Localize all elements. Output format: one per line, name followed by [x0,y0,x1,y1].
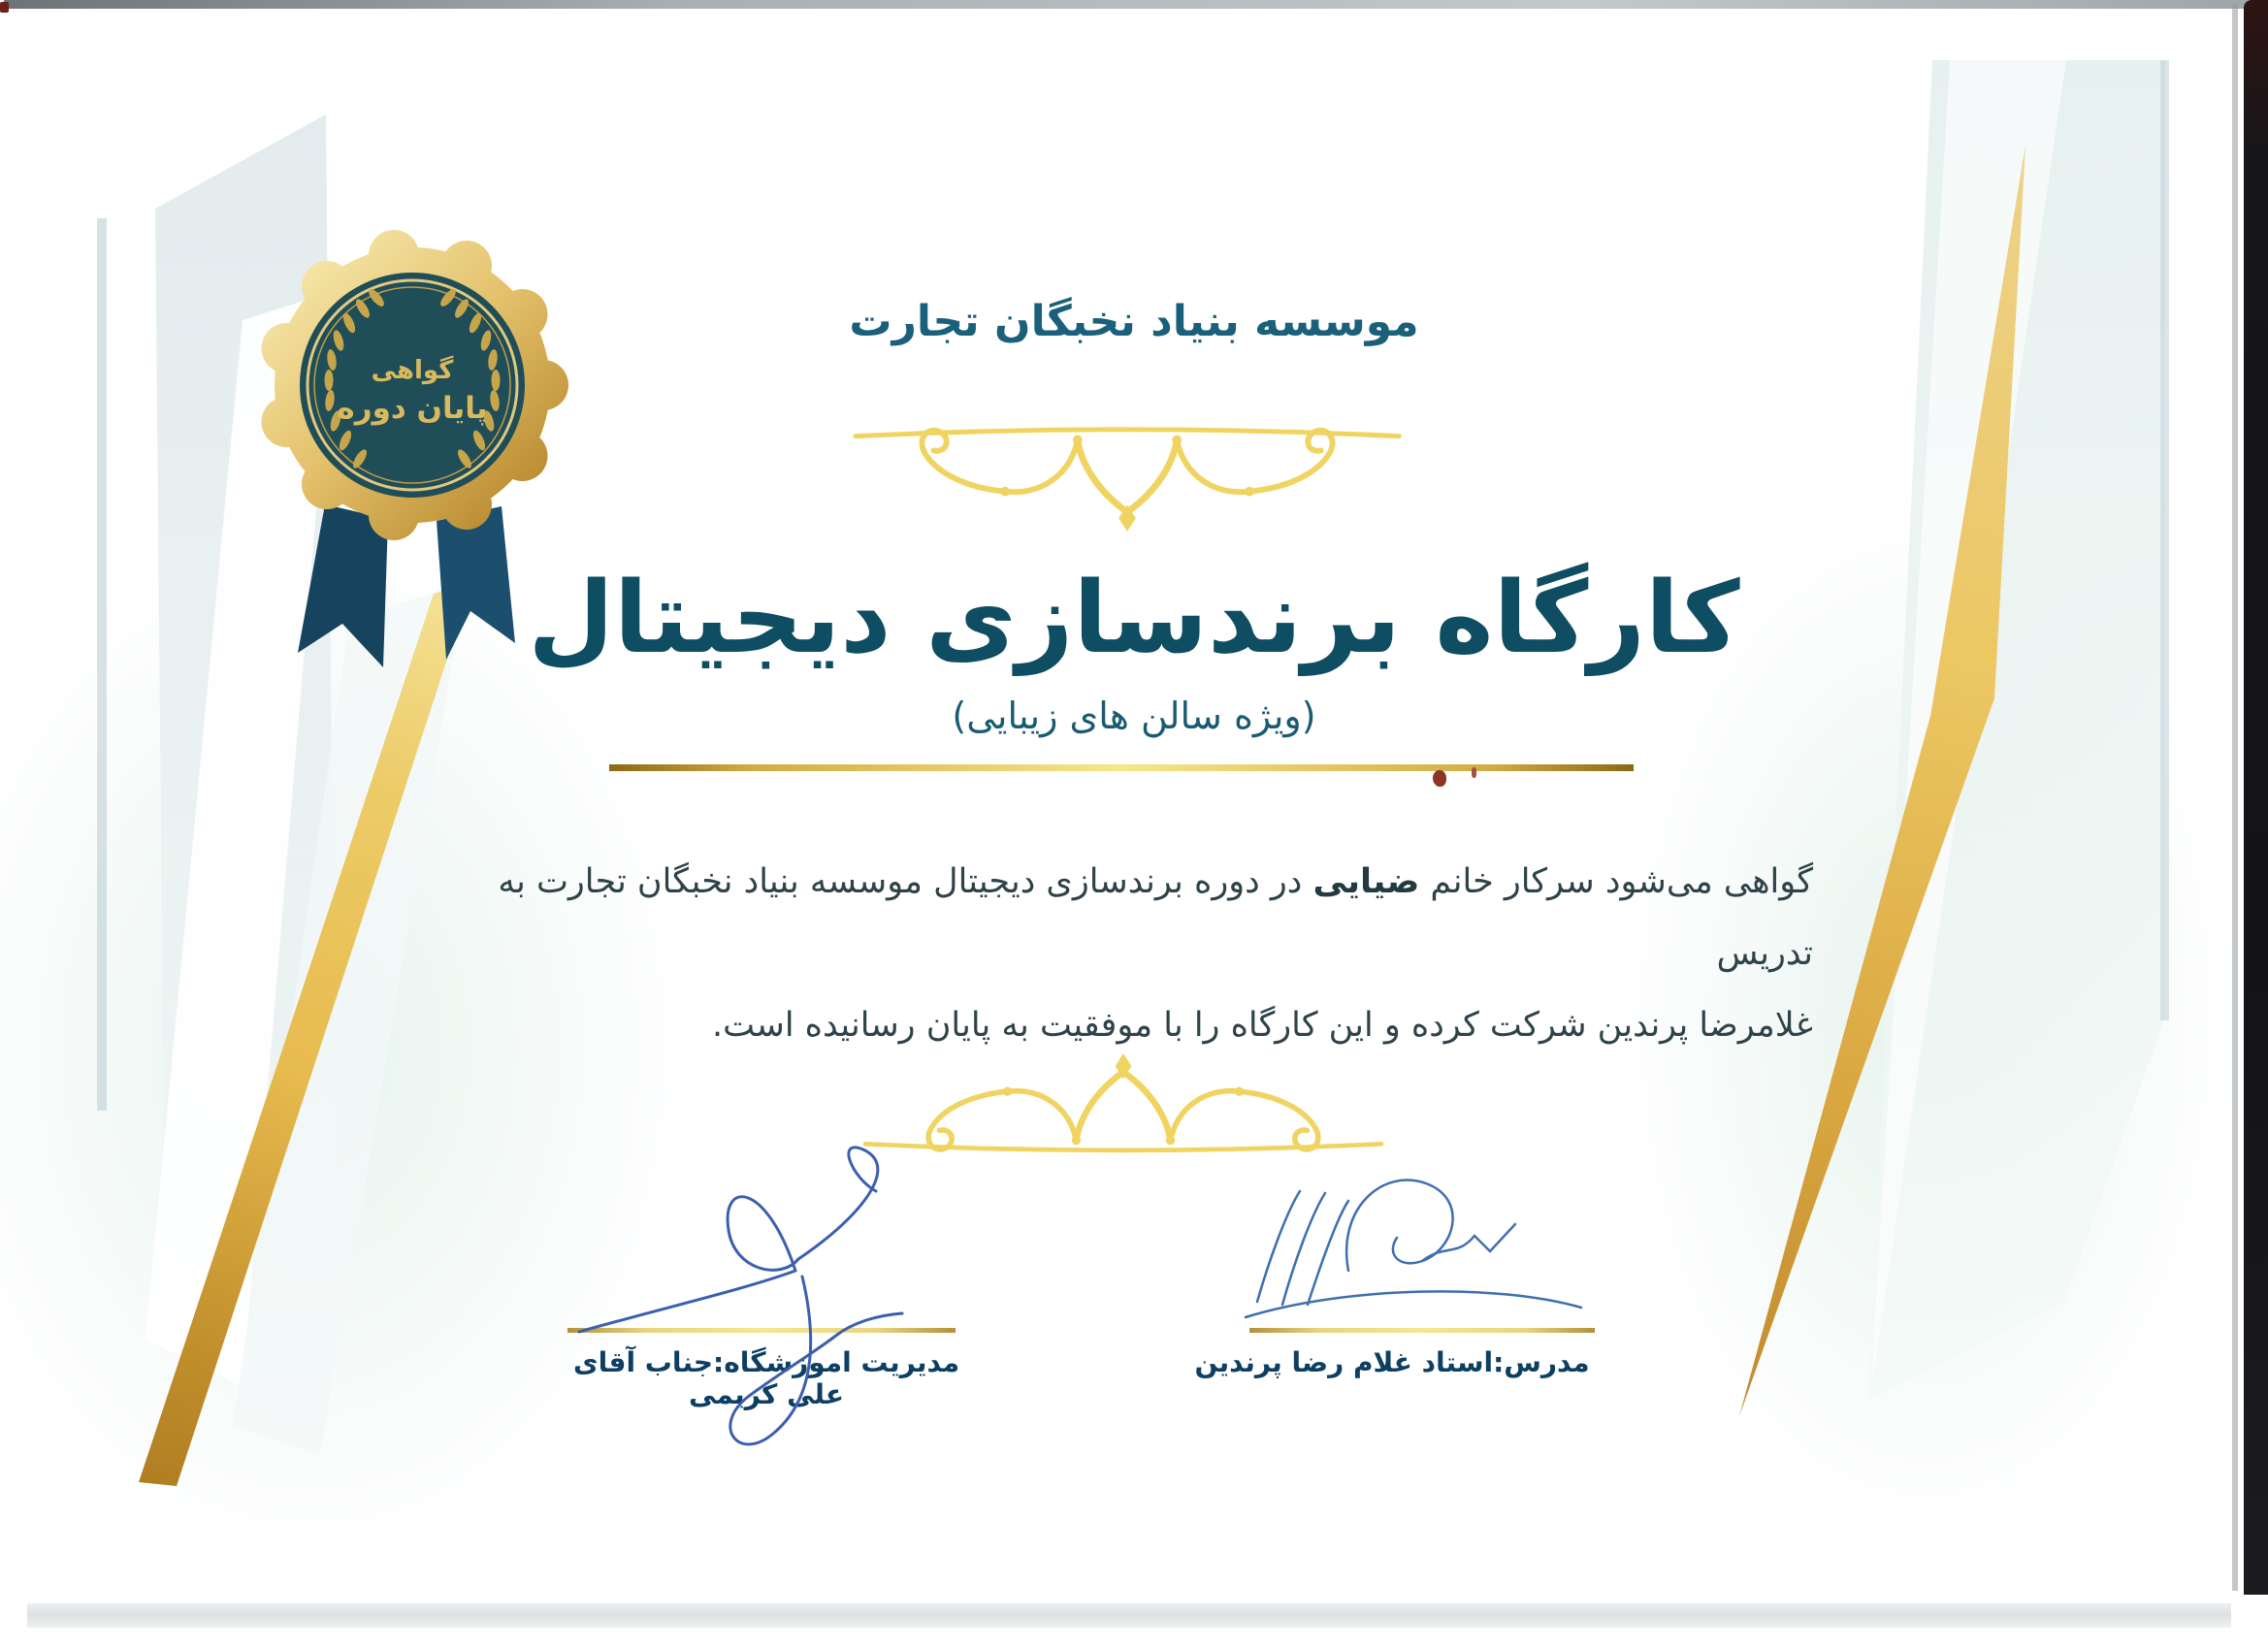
scan-right-paper-edge [2232,4,2238,1591]
gold-divider [609,764,1634,771]
issuer-name: موسسه بنیاد نخبگان تجارت [849,297,1419,346]
gold-flourish-top [836,417,1418,532]
scan-bottom-shadow [27,1603,2231,1628]
body-before-name: گواهی می‌شود سرکار خانم [1419,862,1813,901]
signature-ink-right [1240,1154,1604,1334]
body-line-2: غلامرضا پرندین شرکت کرده و این کارگاه را با موفقیت به پایان رسانیده است. [712,1006,1813,1045]
body-after-name: در دوره برندسازی دیجیتال موسسه بنیاد نخبگان تجارت به تدریس [498,862,1813,973]
seal-text-line1: گواهی [371,356,454,385]
body-line-1 [455,846,1813,989]
seal-rosette [262,230,569,540]
seal-text-line2: پایان دوره [337,391,488,426]
scan-right-black-strip [2244,0,2268,1595]
ink-speck [1433,770,1446,787]
scan-top-edge [4,0,2268,9]
signature-ink-left [567,1123,926,1458]
right-backdrop [1615,60,2236,1542]
signature-label-right: مدرس:استاد غلام رضا پرندین [1194,1346,1590,1378]
signature-label-left: مدیریت اموزشگاه:جناب آقای علی کریمی [572,1346,960,1410]
scan-corner-speck [0,2,9,13]
ink-speck-small [1472,767,1476,778]
certificate-body [455,846,1813,1061]
certificate-subtitle: (ویژه سالن های زیبایی) [952,695,1316,737]
recipient-name: ضیایی [1312,862,1420,901]
certificate-title: کارگاه برندسازی دیجیتال [528,561,1740,676]
